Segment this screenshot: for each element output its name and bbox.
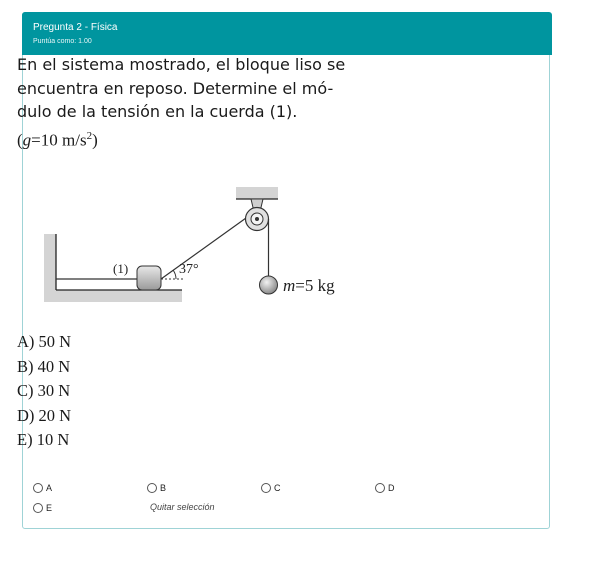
gravity-formula: (g=10 $m/s^2$): [17, 129, 98, 150]
answer-d-label: D: [388, 483, 395, 493]
option-a: A) 50 N: [17, 332, 72, 351]
question-header: [22, 12, 552, 55]
physics-diagram: [18, 172, 358, 307]
rope-label: (1): [113, 261, 129, 276]
radio-d[interactable]: [375, 483, 385, 493]
hanging-mass: [260, 276, 278, 294]
radio-b[interactable]: [147, 483, 157, 493]
question-line-1: En el sistema mostrado, el bloque liso se: [17, 55, 346, 74]
block: [137, 266, 161, 290]
option-b: B) 40 N: [17, 356, 71, 376]
answer-options: [17, 330, 71, 453]
option-e: E) 10 N: [17, 430, 70, 449]
radio-e[interactable]: [33, 503, 43, 513]
floor: [44, 290, 182, 302]
question-title: Pregunta 2 - Física: [33, 22, 118, 33]
option-c: C) 30 N: [17, 381, 71, 400]
question-points: Puntúa como: 1.00: [33, 38, 92, 45]
answer-e-label: E: [46, 503, 53, 513]
radio-a[interactable]: [33, 483, 43, 493]
inclined-rope: [161, 213, 253, 279]
mass-label: m=5 kg: [283, 276, 335, 295]
angle-arc: [173, 270, 176, 279]
question-line-3: dulo de la tensión en la cuerda (1).: [17, 102, 298, 121]
ceiling: [236, 187, 278, 199]
question-text: [17, 53, 377, 151]
angle-label: 37°: [179, 262, 199, 277]
answer-e[interactable]: [33, 503, 52, 513]
answer-c[interactable]: [261, 483, 281, 493]
clear-selection-link[interactable]: Quitar selección: [150, 502, 215, 512]
answer-c-label: C: [274, 483, 281, 493]
answer-b[interactable]: [147, 483, 166, 493]
answer-a[interactable]: [33, 483, 52, 493]
option-d: D) 20 N: [17, 405, 72, 425]
answer-a-label: A: [46, 483, 53, 493]
answer-d[interactable]: [375, 483, 395, 493]
question-line-2: encuentra en reposo. Determine el mó-: [17, 78, 334, 98]
radio-c[interactable]: [261, 483, 271, 493]
answer-b-label: B: [160, 483, 167, 493]
